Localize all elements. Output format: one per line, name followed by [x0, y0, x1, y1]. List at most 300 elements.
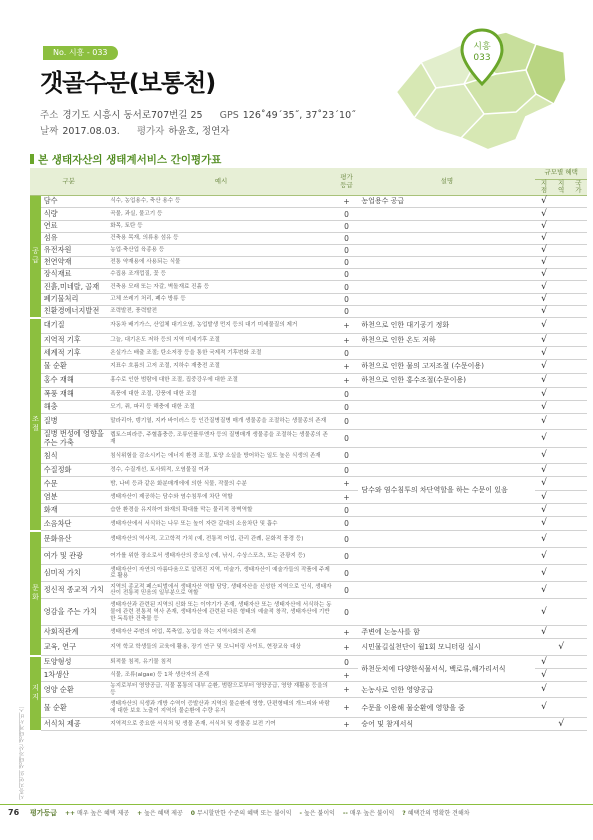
service-description — [358, 599, 535, 626]
scope-local-check: √ — [535, 565, 552, 582]
scope-region-check — [553, 477, 570, 491]
scope-nation-check — [570, 669, 587, 682]
scope-nation-check — [570, 334, 587, 347]
service-example: 고체 쓰레기 처리, 폐수 방류 등 — [107, 294, 335, 306]
table-row — [30, 245, 587, 257]
table-row — [30, 294, 587, 306]
scope-region-check — [553, 531, 570, 548]
service-example: 홍수로 인한 범람에 대한 조절, 집중강우에 대한 조절 — [107, 374, 335, 388]
service-description — [358, 565, 535, 582]
service-description: 수문을 이용해 물순환에 영향을 줌 — [358, 698, 535, 718]
service-example: 생태자산의 식생과 개방 수역이 증발산과 지역의 물순환에 영향, 단편형태의 개느피와 바람에 대한 보호 노출이 지역의 물순환에 수량 유지 — [107, 698, 335, 718]
scope-nation-check — [570, 582, 587, 599]
scope-local-check: √ — [535, 257, 552, 269]
table-row — [30, 477, 587, 491]
table-row — [30, 599, 587, 626]
scope-region-check — [553, 374, 570, 388]
service-name: 수문 — [41, 477, 108, 491]
address-label: 주소 — [40, 110, 59, 121]
service-name: 문화유산 — [41, 531, 108, 548]
header-region: 지역 — [553, 179, 570, 196]
service-example: 전통 약재용에 사용되는 식물 — [107, 257, 335, 269]
service-example: 생태자산에서 서식하는 나무 또는 높이 자란 갈대의 소음차단 및 흡수 — [107, 517, 335, 531]
rating-value: 0 — [335, 388, 359, 401]
scope-nation-check — [570, 682, 587, 698]
service-description — [358, 401, 535, 414]
service-description — [358, 582, 535, 599]
service-example: 농지로부터 영양공급, 식물 몸통의 내부 순환, 범람으로부터 영양공급, 영양 재활용 등을의 등 — [107, 682, 335, 698]
scope-nation-check — [570, 414, 587, 430]
service-description — [358, 281, 535, 294]
service-name: 해충 — [41, 401, 108, 414]
legend-text: 높은 혜택 제공 — [144, 810, 183, 817]
date-value: 2017.08.03. — [62, 126, 120, 137]
service-example: 그늘, 대기온도 저하 등의 지역 미세기후 조절 — [107, 334, 335, 347]
scope-nation-check — [570, 269, 587, 281]
table-row — [30, 334, 587, 347]
table-row — [30, 401, 587, 414]
scope-nation-check — [570, 565, 587, 582]
scope-nation-check — [570, 388, 587, 401]
legend-text: 매우 높은 혜택 제공 — [77, 810, 130, 817]
service-description — [358, 221, 535, 233]
service-example: 온실가스 배출 조절; 탄소저장 등을 통한 국제적 기후변화 조절 — [107, 347, 335, 360]
scope-local-check: √ — [535, 548, 552, 565]
scope-region-check — [553, 257, 570, 269]
service-description — [358, 388, 535, 401]
table-row — [30, 388, 587, 401]
scope-nation-check — [570, 318, 587, 334]
scope-local-check: √ — [535, 334, 552, 347]
service-description — [358, 464, 535, 477]
scope-local-check: √ — [535, 504, 552, 517]
scope-region-check — [553, 464, 570, 477]
scope-local-check — [535, 639, 552, 656]
scope-nation-check — [570, 599, 587, 626]
service-example: 침식위험을 감소시키는 에너지 환경 조절, 토양 소실을 방어하는 일도 높은 식생의 존재 — [107, 448, 335, 464]
scope-nation-check — [570, 477, 587, 491]
scope-nation-check — [570, 281, 587, 294]
legend-header: 평가등급 — [30, 809, 58, 817]
rating-value: + — [335, 639, 359, 656]
legend-item — [65, 810, 129, 817]
scope-region-check — [553, 196, 570, 208]
rating-value: 0 — [335, 245, 359, 257]
service-example: 건축용 목재, 의류용 섬유 등 — [107, 233, 335, 245]
scope-nation-check — [570, 245, 587, 257]
service-name: 토양형성 — [41, 656, 108, 669]
service-description: 하천으로 인한 온도 저하 — [358, 334, 535, 347]
header-example: 예시 — [107, 168, 335, 196]
side-running-title: 시흥지역의 생태자산 생태계서비스 — [19, 706, 26, 800]
scope-nation-check — [570, 196, 587, 208]
service-description — [358, 448, 535, 464]
scope-local-check: √ — [535, 491, 552, 504]
scope-local-check: √ — [535, 281, 552, 294]
service-description: 논농사로 인한 영양공급 — [358, 682, 535, 698]
scope-region-check — [553, 582, 570, 599]
scope-nation-check — [570, 448, 587, 464]
scope-local-check: √ — [535, 360, 552, 374]
scope-nation-check — [570, 504, 587, 517]
scope-local-check: √ — [535, 318, 552, 334]
scope-local-check: √ — [535, 448, 552, 464]
scope-local-check: √ — [535, 430, 552, 448]
rating-value: 0 — [335, 565, 359, 582]
table-row — [30, 430, 587, 448]
service-name: 홍수 재해 — [41, 374, 108, 388]
header-local: 지점 — [535, 179, 552, 196]
category-label: 조절 — [30, 318, 41, 531]
table-row — [30, 221, 587, 233]
service-name: 담수 — [41, 196, 108, 208]
service-name: 영감을 주는 가치 — [41, 599, 108, 626]
scope-local-check: √ — [535, 245, 552, 257]
service-name: 1차생산 — [41, 669, 108, 682]
service-name: 염분 — [41, 491, 108, 504]
rating-value: 0 — [335, 281, 359, 294]
scope-region-check — [553, 548, 570, 565]
table-row — [30, 626, 587, 639]
service-example: 식수, 농업용수, 축산 용수 등 — [107, 196, 335, 208]
service-name: 친환경에너지발전 — [41, 306, 108, 318]
rating-value: 0 — [335, 504, 359, 517]
service-description: 담수와 염수침투의 차단역할을 하는 수문이 있음 — [358, 477, 535, 504]
service-example: 생태자산과 관련된 지역의 신화 또는 이야기가 존재, 생태자산 또는 생태자산에 서식하는 동물에 관련 전통적 역사 존재, 생태자산에 관련된 다른 형태의 예술적 창작, 생태자산에 기반한 독특한 건축물 등 — [107, 599, 335, 626]
service-description — [358, 257, 535, 269]
service-example: 화목, 토탄 등 — [107, 221, 335, 233]
scope-nation-check — [570, 401, 587, 414]
service-example: 지역적으로 중요한 서식처 및 생물 존재, 서식처 및 생물종 보전 기여 — [107, 718, 335, 731]
rating-value: + — [335, 669, 359, 682]
scope-local-check: √ — [535, 401, 552, 414]
service-example: 농업·축산업 육종용 등 — [107, 245, 335, 257]
rating-value: 0 — [335, 306, 359, 318]
scope-region-check — [553, 208, 570, 221]
scope-region-check — [553, 347, 570, 360]
service-example: 퇴적물 침적, 유기물 침적 — [107, 656, 335, 669]
scope-local-check — [535, 718, 552, 731]
scope-local-check: √ — [535, 669, 552, 682]
scope-region-check — [553, 682, 570, 698]
service-example: 식물, 조류(algae) 등 1차 생산자의 존재 — [107, 669, 335, 682]
scope-nation-check — [570, 360, 587, 374]
rating-value: 0 — [335, 414, 359, 430]
table-row — [30, 504, 587, 517]
table-row — [30, 639, 587, 656]
service-name: 폐기물처리 — [41, 294, 108, 306]
service-example: 지역 학교 학생들의 교육에 활용, 장기 연구 및 모니터링 사이트, 현장교육 대상 — [107, 639, 335, 656]
scope-nation-check — [570, 517, 587, 531]
page-title: 갯골수문(보통천) — [40, 69, 216, 97]
section-title-text: 본 생태자산의 생태계서비스 간이평가표 — [38, 154, 222, 166]
service-description: 하천으로 인한 대기공기 정화 — [358, 318, 535, 334]
service-name: 식량 — [41, 208, 108, 221]
scope-local-check: √ — [535, 208, 552, 221]
scope-region-check — [553, 504, 570, 517]
table-row — [30, 414, 587, 430]
service-example: 말라리아, 뎅기열, 지카 바이러스 등 인간질병질병 매개 생물종을 조절하는 생물종의 존재 — [107, 414, 335, 430]
service-name: 화재 — [41, 504, 108, 517]
rating-value: 0 — [335, 531, 359, 548]
address-value: 경기도 시흥시 동서로707번길 25 — [62, 110, 203, 121]
service-example: 생태자산의 역사적, 고고학적 가치 (예, 전통적 어업, 관리 관례, 문화적 풍경 등) — [107, 531, 335, 548]
table-row — [30, 360, 587, 374]
scope-local-check: √ — [535, 269, 552, 281]
scope-region-check — [553, 698, 570, 718]
pin-label-2: 033 — [473, 53, 491, 63]
service-example: 수집용 조개껍질, 꽃 등 — [107, 269, 335, 281]
service-name: 질병 — [41, 414, 108, 430]
table-row — [30, 656, 587, 669]
service-example: 건축용 모래 또는 자갈, 벽돌재료 진흙 등 — [107, 281, 335, 294]
rating-legend — [30, 808, 575, 818]
table-row — [30, 196, 587, 208]
scope-local-check: √ — [535, 464, 552, 477]
header-rating: 평가등급 — [335, 168, 359, 196]
legend-symbol: -- — [342, 810, 348, 817]
service-name: 폭풍 재해 — [41, 388, 108, 401]
scope-region-check — [553, 269, 570, 281]
scope-nation-check — [570, 698, 587, 718]
service-example: 생태자산이 제공하는 담수와 염수침투에 차단 역할 — [107, 491, 335, 504]
service-example: 생태자산 주변의 어업, 목축업, 농업을 하는 지역사회의 존재 — [107, 626, 335, 639]
scope-local-check: √ — [535, 682, 552, 698]
scope-local-check: √ — [535, 582, 552, 599]
service-description: 주변에 논농사를 함 — [358, 626, 535, 639]
scope-nation-check — [570, 294, 587, 306]
rating-value: 0 — [335, 517, 359, 531]
table-row — [30, 698, 587, 718]
ecosystem-service-table — [30, 168, 587, 732]
rating-value: 0 — [335, 548, 359, 565]
table-row — [30, 548, 587, 565]
scope-region-check — [553, 430, 570, 448]
rating-value: 0 — [335, 257, 359, 269]
service-name: 교육, 연구 — [41, 639, 108, 656]
rating-value: 0 — [335, 208, 359, 221]
scope-local-check: √ — [535, 414, 552, 430]
table-row — [30, 517, 587, 531]
scope-local-check: √ — [535, 626, 552, 639]
scope-local-check: √ — [535, 531, 552, 548]
service-example: 생태자산이 자연의 아름다움으로 알려진 지역, 미술가, 생태자산이 예술가들의 작품에 주제로 활용 — [107, 565, 335, 582]
service-name: 사회적관계 — [41, 626, 108, 639]
rating-value: 0 — [335, 656, 359, 669]
table-row — [30, 448, 587, 464]
service-description — [358, 294, 535, 306]
rating-value: 0 — [335, 448, 359, 464]
rating-value: + — [335, 477, 359, 491]
category-label: 문화 — [30, 531, 41, 656]
rating-value: + — [335, 196, 359, 208]
scope-region-check — [553, 401, 570, 414]
scope-region-check — [553, 565, 570, 582]
service-description: 하천으로 인한 물의 고저조절 (수문이용) — [358, 360, 535, 374]
service-description: 하천둔치에 다양한식물서식, 백로류,해가리서식 — [358, 656, 535, 682]
scope-local-check: √ — [535, 233, 552, 245]
table-row — [30, 208, 587, 221]
scope-region-check — [553, 360, 570, 374]
service-description — [358, 548, 535, 565]
service-name: 섬유 — [41, 233, 108, 245]
scope-region-check — [553, 626, 570, 639]
service-example: 지역의 종교적 페스티벌에서 생태자산 역할 담당, 생태자산을 신성한 지역으로 인식, 생태자산이 전통적 믿음의 일부분으로 역할 — [107, 582, 335, 599]
scope-region-check — [553, 388, 570, 401]
scope-nation-check — [570, 464, 587, 477]
service-description: 시민물길실천단이 월1회 모니터링 실시 — [358, 639, 535, 656]
location-map — [376, 22, 571, 152]
service-description: 농업용수 공급 — [358, 196, 535, 208]
service-name: 소음차단 — [41, 517, 108, 531]
scope-local-check: √ — [535, 656, 552, 669]
service-name: 질병 번성에 영향을 주는 가축 — [41, 430, 108, 448]
scope-local-check: √ — [535, 374, 552, 388]
scope-nation-check — [570, 347, 587, 360]
legend-symbol: 0 — [190, 810, 195, 817]
scope-region-check — [553, 233, 570, 245]
service-name: 물 순환 — [41, 698, 108, 718]
legend-item — [343, 810, 394, 817]
scope-nation-check — [570, 257, 587, 269]
table-row — [30, 374, 587, 388]
legend-text: 매우 높은 불이익 — [349, 810, 395, 817]
rating-value: 0 — [335, 294, 359, 306]
scope-region-check: √ — [553, 718, 570, 731]
service-name: 서식처 제공 — [41, 718, 108, 731]
scope-region-check — [553, 281, 570, 294]
scope-local-check: √ — [535, 599, 552, 626]
header-scope: 규모별 혜택 — [535, 168, 587, 179]
service-description — [358, 306, 535, 318]
rating-value: + — [335, 698, 359, 718]
scope-local-check: √ — [535, 517, 552, 531]
scope-local-check: √ — [535, 294, 552, 306]
gps-value: 126˚49΄35˝, 37˚23΄10˝ — [242, 110, 356, 121]
scope-nation-check — [570, 491, 587, 504]
rating-value: + — [335, 374, 359, 388]
rating-value: + — [335, 334, 359, 347]
service-example: 모기, 쥐, 파리 등 해충에 대한 조절 — [107, 401, 335, 414]
service-description — [358, 269, 535, 281]
rating-value: + — [335, 491, 359, 504]
rater-label: 평가자 — [136, 126, 165, 137]
gps-label: GPS — [219, 110, 239, 121]
service-example: 정수, 수질개선, 토사퇴적, 오염물질 여과 — [107, 464, 335, 477]
scope-nation-check — [570, 548, 587, 565]
section-title — [30, 152, 221, 167]
service-name: 수질정화 — [41, 464, 108, 477]
meta-line-address — [40, 107, 370, 121]
scope-nation-check — [570, 639, 587, 656]
service-description: 하천으로 인한 홍수조절(수문이용) — [358, 374, 535, 388]
service-name: 영양 순환 — [41, 682, 108, 698]
legend-symbol: ++ — [64, 810, 76, 817]
scope-local-check: √ — [535, 477, 552, 491]
scope-region-check — [553, 491, 570, 504]
scope-region-check — [553, 517, 570, 531]
service-name: 지역적 기후 — [41, 334, 108, 347]
scope-region-check — [553, 306, 570, 318]
service-example: 지표수 흐름의 고저 조절, 지하수 재충전 조절 — [107, 360, 335, 374]
service-description — [358, 233, 535, 245]
scope-region-check — [553, 414, 570, 430]
scope-nation-check — [570, 233, 587, 245]
scope-local-check: √ — [535, 388, 552, 401]
service-name: 정신적 종교적 가치 — [41, 582, 108, 599]
category-label: 공급 — [30, 196, 41, 318]
service-example: 렙토스피라증, 주혈흡충증, 조류인플루엔자 등의 질병매개 생물종을 조절하는 생물종의 존재 — [107, 430, 335, 448]
service-example: 폭풍에 대한 조절, 강풍에 대한 조절 — [107, 388, 335, 401]
service-name: 심미적 가치 — [41, 565, 108, 582]
service-example: 밤, 나비 등과 같은 화분매개에에 의한 식물, 작물의 수분 — [107, 477, 335, 491]
scope-nation-check — [570, 430, 587, 448]
scope-region-check — [553, 599, 570, 626]
table-row — [30, 281, 587, 294]
rating-value: 0 — [335, 401, 359, 414]
rating-value: + — [335, 626, 359, 639]
legend-item — [402, 810, 469, 817]
scope-nation-check — [570, 718, 587, 731]
legend-item — [300, 810, 335, 817]
rating-value: + — [335, 360, 359, 374]
rating-value: 0 — [335, 430, 359, 448]
scope-local-check: √ — [535, 196, 552, 208]
table-row — [30, 582, 587, 599]
header-description: 설명 — [358, 168, 535, 196]
service-name: 침식 — [41, 448, 108, 464]
rating-value: 0 — [335, 599, 359, 626]
service-name: 장식재료 — [41, 269, 108, 281]
legend-text: 혜택간의 명확한 견해차 — [407, 810, 470, 817]
date-label: 날짜 — [40, 126, 59, 137]
rating-value: 0 — [335, 221, 359, 233]
table-row — [30, 257, 587, 269]
table-row — [30, 464, 587, 477]
service-description — [358, 245, 535, 257]
service-example: 조력발전, 풍력발전 — [107, 306, 335, 318]
scope-local-check: √ — [535, 347, 552, 360]
service-description: 승어 및 참게서식 — [358, 718, 535, 731]
service-description — [358, 414, 535, 430]
page-number: 76 — [8, 808, 20, 817]
service-name: 여가 및 관광 — [41, 548, 108, 565]
rating-value: + — [335, 318, 359, 334]
scope-nation-check — [570, 656, 587, 669]
rating-value: + — [335, 682, 359, 698]
rating-value: 0 — [335, 269, 359, 281]
scope-region-check — [553, 245, 570, 257]
service-name: 세계적 기후 — [41, 347, 108, 360]
scope-region-check — [553, 669, 570, 682]
scope-nation-check — [570, 306, 587, 318]
table-row — [30, 347, 587, 360]
rating-value: 0 — [335, 233, 359, 245]
scope-region-check — [553, 448, 570, 464]
table-row — [30, 682, 587, 698]
header-nation: 국가 — [570, 179, 587, 196]
rating-value: + — [335, 718, 359, 731]
table-row — [30, 269, 587, 281]
table-row — [30, 531, 587, 548]
service-name: 대기질 — [41, 318, 108, 334]
scope-region-check: √ — [553, 639, 570, 656]
service-description — [358, 504, 535, 517]
scope-region-check — [553, 318, 570, 334]
scope-nation-check — [570, 221, 587, 233]
scope-region-check — [553, 656, 570, 669]
service-example: 습한 환경을 유지하여 화재의 확대를 막는 물리적 장벽역할 — [107, 504, 335, 517]
